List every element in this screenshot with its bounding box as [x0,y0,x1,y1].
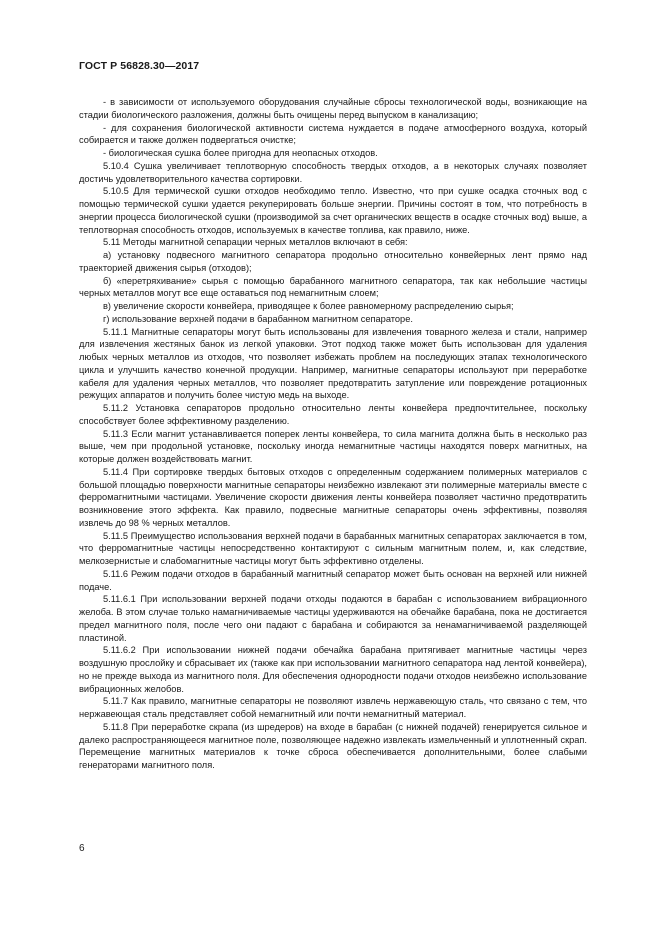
paragraph: 5.11.5 Преимущество использования верхней подачи в барабанных магнитных сепараторах заключается в том, что ферромагнитные частицы непосредственно контактируют с сильным магнитным полем, и, как следствие, мелкозернистые и слабомагнитные частицы могут быть эффективно отделены. [79,530,587,566]
paragraph: б) «перетряхивание» сырья с помощью барабанного магнитного сепаратора, так как небольшие частицы черных металлов могут все еще оставаться под немагнитным слоем; [79,275,587,299]
paragraph: 5.11.3 Если магнит устанавливается поперек ленты конвейера, то сила магнита должна быть в несколько раз выше, чем при продольной установке, поскольку иногда немагнитные частицы находятся поверх магнитных, на которые должен воздействовать магнит. [79,428,587,464]
paragraph: - для сохранения биологической активности система нуждается в подаче атмосферного воздуха, который собирается и также должен подвергаться очистке; [79,122,587,146]
paragraph: в) увеличение скорости конвейера, приводящее к более равномерному распределению сырья; [103,301,514,311]
paragraph: 5.11.7 Как правило, магнитные сепараторы не позволяют извлечь нержавеющую сталь, что связано с тем, что нержавеющая сталь представляет собой немагнитный или почти немагнитный материал. [79,696,587,719]
page-number: 6 [79,843,85,854]
paragraph: - биологическая сушка более пригодна для неопасных отходов. [103,148,378,158]
paragraph: г) использование верхней подачи в барабанном магнитном сепараторе. [103,313,413,324]
paragraph: 5.11.8 При переработке скрапа (из шредеров) на входе в барабан (с нижней подачей) генерируется сильное и далеко распространяющееся магнитное поле, позволяющее надежно извлекать измельченный и уплотненный скрап. Перемещение магнитных материалов к точке сброса обеспечивается дополнительными, более слабыми генераторами магнитного поля. [79,721,587,770]
paragraph: - в зависимости от используемого оборудования случайные сбросы технологической воды, возникающие на стадии биологического разложения, должны быть очищены перед выпуском в канализацию; [79,97,587,120]
paragraph: 5.11.6.2 При использовании нижней подачи обечайка барабана притягивает магнитные частицы через воздушную прослойку и сбрасывает их (также как при использовании магнитного сепаратора над лентой конвейера), но не прежде выхода из магнитного поля. Для обеспечения однородности подачи отходов неизбежно использование вибрационных желобов. [79,645,587,694]
paragraph: 5.11.4 При сортировке твердых бытовых отходов с определенным содержанием полимерных материалов с большой площадью поверхности магнитные сепараторы неизбежно извлекают эти полимерные материалы вместе с ферромагнитными частицами. Увеличение скорости движения ленты конвейера позволяет частично предотвратить возникновение этого эффекта. Как правило, подвесные магнитные сепараторы очень эффективны, позволяя извлечь до 98 % черных металлов. [79,466,587,528]
paragraph: а) установку подвесного магнитного сепаратора продольно относительно конвейерных лент прямо над траекторией движения сырья (отходов); [79,250,587,273]
paragraph: 5.11.1 Магнитные сепараторы могут быть использованы для извлечения товарного железа и стали, например для извлечения жестяных банок из легкой упаковки. Этот подход также может быть использован для удаления любых черных металлов из отходов, что позволяет избежать проблем на последующих этапах технологического цикла и улучшить качество конечной продукции. Например, магнитные сепараторы используют при переработке кабеля для удаления черных металлов, что позволяет предотвратить затупление или повреждение ротационных режущих аппаратов и получить более чистую медь на выходе. [79,326,587,401]
paragraph: 5.11.2 Установка сепараторов продольно относительно ленты конвейера предпочтительнее, поскольку способствует более эффективному разделению. [79,403,587,426]
paragraph: 5.11 Методы магнитной сепарации черных металлов включают в себя: [103,237,408,248]
paragraph: 5.11.6 Режим подачи отходов в барабанный магнитный сепаратор может быть основан на верхней или нижней подаче. [79,568,587,592]
paragraph: 5.10.5 Для термической сушки отходов необходимо тепло. Известно, что при сушке осадка сточных вод с помощью термической сушки удается рекуперировать больше энергии. Причины состоят в том, что потребность в энергии процесса биологической сушки (производимой за счет органических веществ в осадке сточных вод) выше, а теплотворная способность отходов, используемых в качестве топлива, как правило, ниже. [79,186,587,235]
document-header: ГОСТ Р 56828.30—2017 [79,60,200,72]
document-body [79,96,587,772]
paragraph: 5.10.4 Сушка увеличивает теплотворную способность твердых отходов, а в некоторых случаях позволяет достичь удовлетворительного качества сортировки. [79,160,587,184]
paragraph: 5.11.6.1 При использовании верхней подачи отходы подаются в барабан с использованием вибрационного желоба. В этом случае только намагничиваемые частицы удерживаются на обечайке барабана, пока не достигается предел магнитного поля, после чего они падают с барабана и собираются за ненамагничиваемой разделяющей пластиной. [79,594,587,643]
